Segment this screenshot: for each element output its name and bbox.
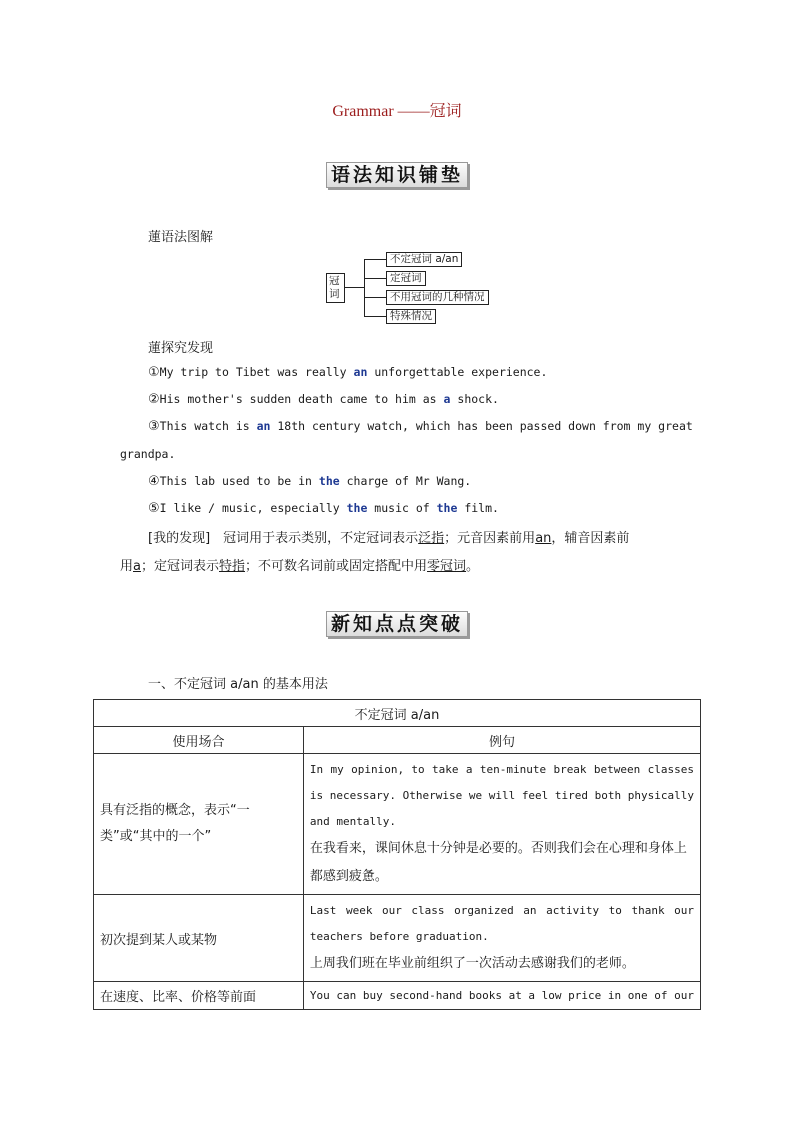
section-heading-grammar-basics: 语法知识铺垫 (326, 162, 468, 188)
diagram-branch-indefinite: 不定冠词 a/an (386, 252, 462, 267)
table-row (94, 754, 701, 895)
table-header-use: 使用场合 (94, 727, 304, 754)
section-heading-new-points: 新知点点突破 (326, 611, 468, 637)
diagram-root: 冠词 (326, 273, 345, 303)
example-1: ①My trip to Tibet was really an unforgettable experience. (148, 365, 548, 380)
table-cell-example-en: You can buy second-hand books at a low price in one of our (309, 988, 694, 1002)
table-cell-use: 具有泛指的概念，表示“一类”或“其中的一个” (94, 754, 304, 895)
example-2: ②His mother's sudden death came to him as a shock. (148, 392, 499, 407)
table-cell-example-en: In my opinion, to take a ten-minute break between classes is necessary. Otherwise we will feel tired both physically and mentally. (309, 763, 694, 828)
discovery-line-1: [我的发现] 冠词用于表示类别，不定冠词表示泛指；元音因素前用an，辅音因素前 (148, 531, 630, 546)
table-cell-example-cn: 在我看来，课间休息十分钟是必要的。否则我们会在心理和身体上都感到疲惫。 (309, 841, 687, 884)
indefinite-article-table (93, 699, 701, 1010)
diagram-branch-definite: 定冠词 (386, 271, 426, 286)
article-highlight: a (443, 392, 451, 406)
discovery-line-2: 用a；定冠词表示特指；不可数名词前或固定搭配中用零冠词。 (120, 559, 480, 574)
table-cell-use: 在速度、比率、价格等前面 (94, 982, 304, 1010)
diagram-branch-special: 特殊情况 (386, 309, 436, 324)
table-row (94, 982, 701, 1010)
example-3-continuation: grandpa. (120, 447, 176, 461)
example-3: ③This watch is an 18th century watch, which has been passed down from my great (148, 419, 693, 434)
article-highlight: an (353, 365, 368, 379)
table-cell-example-cn: 上周我们班在毕业前组织了一次活动去感谢我们的老师。 (309, 956, 635, 971)
diagram-branch-zero: 不用冠词的几种情况 (386, 290, 489, 305)
diagram-heading: 蓮语法图解 (148, 230, 214, 245)
table-cell-use: 初次提到某人或某物 (94, 895, 304, 982)
article-highlight: an (256, 419, 271, 433)
table-caption: 不定冠词 a/an (94, 700, 701, 727)
article-highlight: the (346, 501, 368, 515)
page-title: Grammar ——冠词 (332, 103, 462, 120)
example-5: ⑤I like / music, especially the music of the film. (148, 501, 499, 516)
article-highlight: the (436, 501, 458, 515)
table-cell-example-en: Last week our class organized an activity to thank our teachers before graduation. (309, 904, 694, 943)
table-header-example: 例句 (303, 727, 700, 754)
part1-heading: 一、不定冠词 a/an 的基本用法 (148, 677, 328, 692)
explore-heading: 蓮探究发现 (148, 341, 214, 356)
table-row (94, 895, 701, 982)
example-4: ④This lab used to be in the charge of Mr Wang. (148, 474, 472, 489)
article-highlight: the (318, 474, 340, 488)
